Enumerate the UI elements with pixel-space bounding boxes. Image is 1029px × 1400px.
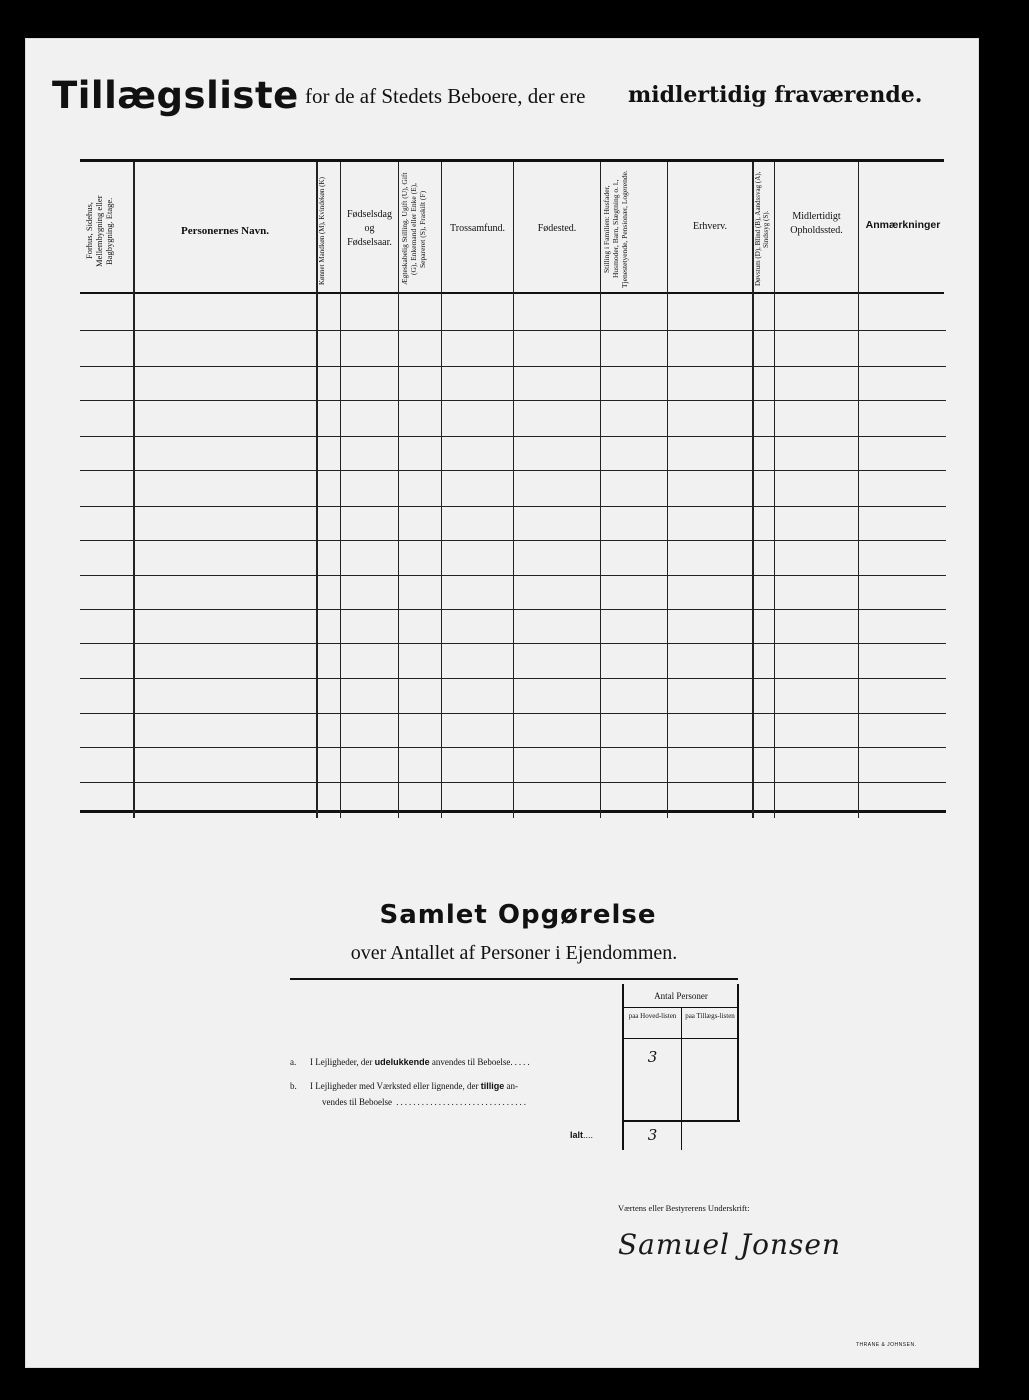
row-a-letter: a. [290,1057,297,1067]
summary-subtitle: over Antallet af Personer i Ejendommen. [350,942,678,964]
summary-title: Samlet Opgørelse [379,900,657,930]
ialt-text: Ialt [570,1130,584,1140]
row-line [80,506,946,507]
summary-hline [624,1038,738,1039]
row-a-bold: udelukkende [374,1057,430,1067]
col-line [858,162,859,818]
row-line [80,643,946,644]
row-b-pre: I Lejligheder med Værksted eller lignende, der [310,1081,479,1091]
row-line [80,747,946,748]
hoved-header: paa Hoved-listen [628,1012,677,1020]
row-line [80,678,946,679]
col-line [667,162,668,818]
row-b-text [310,1081,620,1091]
summary-vline [681,1122,682,1150]
top-rule [80,159,944,162]
col-header-stilling: Stilling i Familien: Husfader, Husmoder, Barn, Slægtning o. l., Tjenestetyende, Pensionær, Logerende. [602,170,629,288]
signature: Samuel Jonsen [618,1228,841,1261]
col-header-fodselsdag [341,208,398,250]
col-header-bygning: Forhus, Sidehus, Mellembygning eller Bagbygning. Etage. [84,195,114,267]
ialt-label: Ialt.... [570,1130,594,1140]
col-line [133,162,135,818]
col-line [441,162,442,818]
col-header-erhverv: Erhverv. [692,221,728,232]
row-a-hoved-value: 3 [647,1048,658,1066]
col-line [600,162,601,818]
col-header-midlertidigt [775,210,858,238]
antal-header: Antal Personer [654,991,708,1001]
row-b-bold: tillige [480,1081,505,1091]
summary-vline [681,1008,682,1120]
row-b-post: an- [506,1081,519,1091]
col-line [513,162,514,818]
ialt-hoved-value: 3 [647,1126,658,1144]
row-line [80,400,946,401]
summary-hline [624,1120,740,1122]
col-header-trossamfund: Trossamfund. [450,223,505,234]
form-title: Tillægsliste [52,74,299,117]
row-line [80,782,946,783]
row-line [80,575,946,576]
row-line [80,366,946,367]
printer-mark: THRANE & JOHNSEN. [856,1342,917,1348]
midl-line: Opholdssted. [790,225,843,236]
row-b-letter: b. [290,1081,297,1091]
fodselsdag-line: og [364,223,375,234]
form-subtitle: for de af Stedets Beboere, der ere [305,84,586,108]
row-a-post: anvendes til Beboelse [431,1057,511,1067]
col-header-aegteskab: Ægteskabelig Stilling. Ugift (U), Gift (G), Enkemand eller Enke (E), Separeret (S), Fraskilt (F) [400,172,427,286]
header-rule [80,292,944,294]
row-line [80,609,946,610]
col-header-fodested: Fødested. [537,223,577,234]
tillaeg-header: paa Tillægs-listen [685,1012,735,1020]
fodselsdag-line: Fødselsaar. [347,237,392,248]
row-line [80,540,946,541]
col-line [774,162,775,818]
col-line [340,162,341,818]
col-header-navn: Personernes Navn. [181,225,269,237]
row-line [80,713,946,714]
row-line [80,470,946,471]
signature-label: Værtens eller Bestyrerens Underskrift: [618,1203,750,1213]
row-line [80,436,946,437]
row-b-line2: vendes til Beboelse [322,1097,392,1107]
summary-vline [737,984,739,1120]
row-a-text: I Lejligheder, der udelukkende anvendes til Beboelse..... [310,1057,532,1067]
fodselsdag-line: Fødselsdag [347,209,392,220]
form-subtitle-bold: midlertidig fraværende. [628,82,923,108]
col-header-dovstum: Døvstum (D), Blind (B), Aandssvag (A), Sindssyg (S). [754,171,770,287]
summary-hline [624,1007,738,1008]
col-header-kon: Kønnet Mandkøn (M), Kvindekøn (K) [318,177,326,285]
col-line [398,162,399,818]
row-b-text-line2: vendes til Beboelse ............................... [322,1097,528,1107]
summary-top-rule [290,978,738,980]
midl-line: Midlertidigt [792,211,841,222]
row-a-pre: I Lejligheder, der [310,1057,373,1067]
row-line [80,330,946,331]
col-header-anmaerkninger: Anmærkninger [865,219,941,231]
